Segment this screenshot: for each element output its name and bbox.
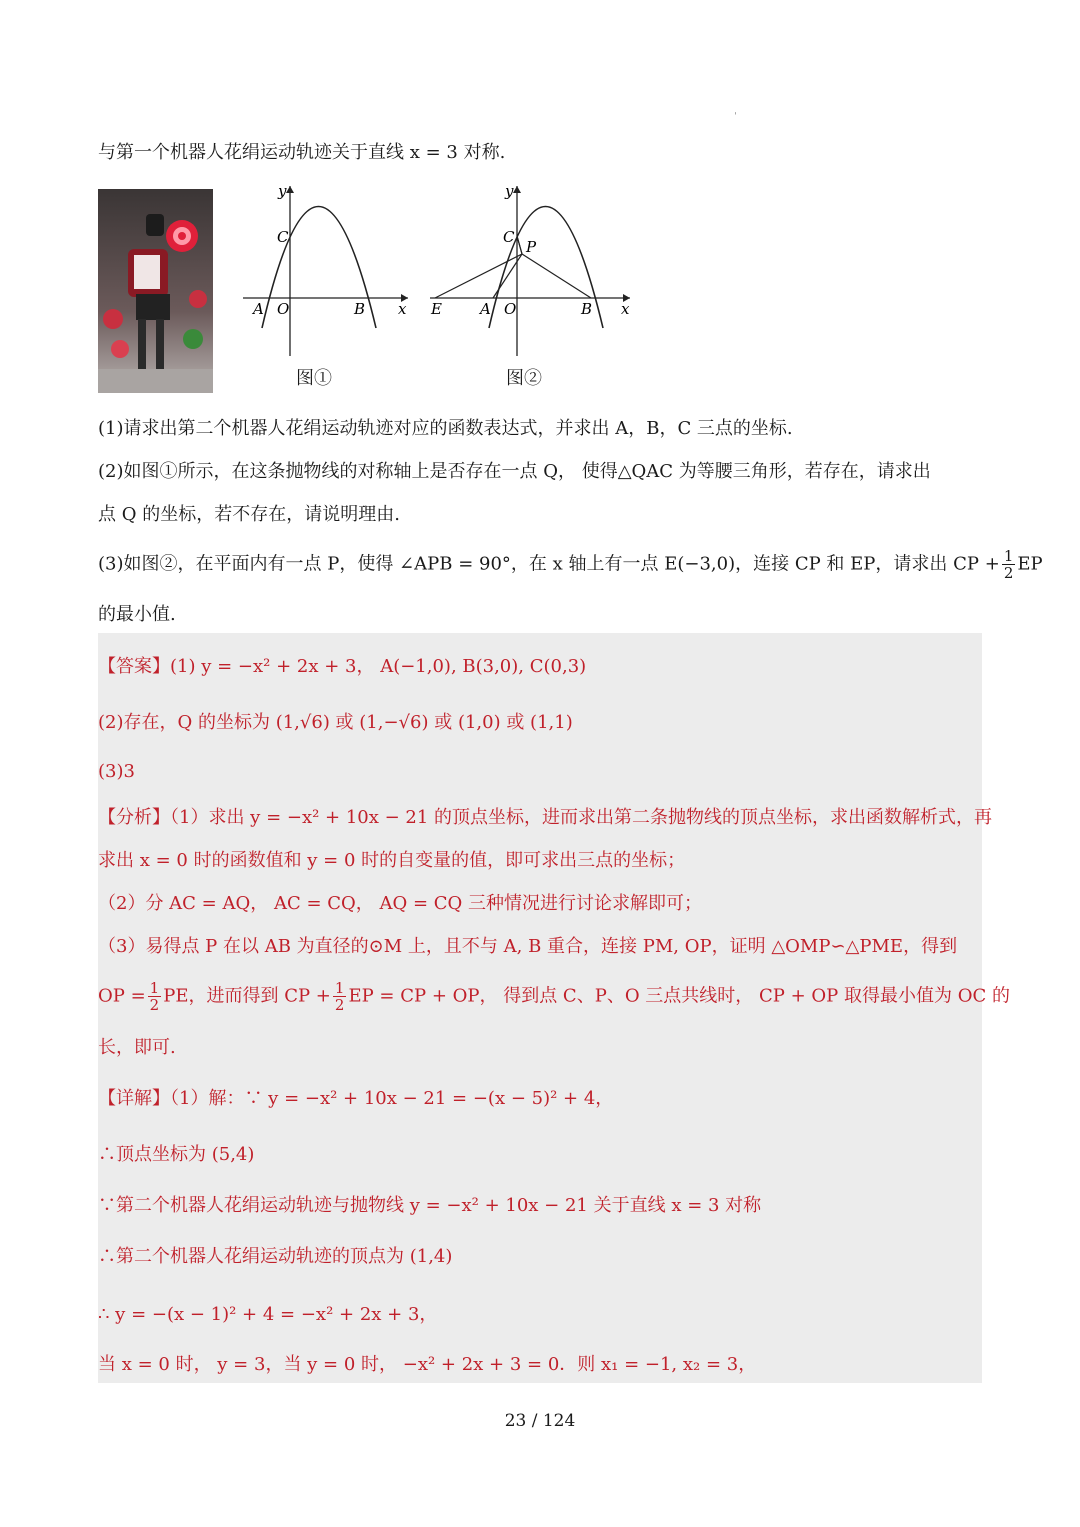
fig2-label-E: E [431, 300, 442, 318]
fraction-numerator: 1 [1003, 547, 1014, 565]
fig2-label-B: B [581, 300, 593, 318]
fig2-label-x: x [621, 300, 630, 318]
fig2-label-O: O [504, 300, 517, 318]
fig1-label-y: y [278, 182, 287, 200]
detail-3: ∵第二个机器人花绢运动轨迹与抛物线 y = −x² + 10x − 21 关于直线 x = 3 对称 [98, 1195, 762, 1216]
figure-1 [238, 180, 413, 360]
analysis-3b-part3: EP = CP + OP， 得到点 C、P、O 三点共线时， CP + OP 取得最小值为 OC 的 [348, 985, 1010, 1007]
question-2-line-b: 点 Q 的坐标，若不存在，请说明理由. [98, 504, 400, 525]
analysis-fraction-1 [148, 980, 162, 1013]
fraction-denominator: 2 [1003, 564, 1014, 582]
question-3-line-a [98, 548, 1043, 581]
question-3-text: (3)如图②，在平面内有一点 P，使得 ∠APB = 90°，在 x 轴上有一点 E(−3,0)，连接 CP 和 EP，请求出 CP + [98, 553, 1000, 575]
analysis-1a [98, 803, 992, 829]
fig2-label-y: y [505, 182, 514, 200]
question-3-tail: EP [1017, 553, 1043, 575]
question-3-line-b: 的最小值. [98, 604, 176, 625]
fig1-label-O: O [277, 300, 290, 318]
page-number: 23 / 124 [504, 1411, 576, 1431]
fig1-label-A: A [253, 300, 264, 318]
question-1: (1)请求出第二个机器人花绢运动轨迹对应的函数表达式，并求出 A，B，C 三点的坐标. [98, 418, 793, 439]
fraction-numerator: 1 [149, 979, 160, 997]
analysis-fraction-2 [333, 980, 347, 1013]
analysis-3b-part1: OP = [98, 985, 146, 1007]
fraction-denominator: 2 [334, 996, 345, 1014]
answer-2: (2)存在，Q 的坐标为 (1,√6) 或 (1,−√6) 或 (1,0) 或 (1,1) [98, 712, 573, 733]
answer-1 [98, 652, 586, 678]
fraction-numerator: 1 [334, 979, 345, 997]
question-2-line-a: (2)如图①所示，在这条抛物线的对称轴上是否存在一点 Q， 使得△QAC 为等腰三角形，若存在，请求出 [98, 461, 931, 482]
analysis-2: （2）分 AC = AQ， AC = CQ， AQ = CQ 三种情况进行讨论求解即可； [98, 893, 703, 914]
detail-4: ∴第二个机器人花绢运动轨迹的顶点为 (1,4) [98, 1246, 453, 1267]
analysis-tag: 【分析】 [98, 807, 170, 828]
fig1-label-C: C [277, 228, 289, 246]
figure-2 [425, 180, 640, 360]
fig1-label-x: x [398, 300, 407, 318]
analysis-3a: （3）易得点 P 在以 AB 为直径的⊙M 上，且不与 A, B 重合，连接 PM, OP，证明 △OMP∽△PME，得到 [98, 936, 958, 957]
fig2-label-A: A [480, 300, 491, 318]
fraction-denominator: 2 [149, 996, 160, 1014]
analysis-3b-part2: PE，进而得到 CP + [163, 985, 331, 1007]
question-3-fraction [1002, 548, 1016, 581]
answer-3: (3)3 [98, 761, 135, 782]
fig2-caption: 图② [506, 368, 542, 389]
analysis-1b: 求出 x = 0 时的函数值和 y = 0 时的自变量的值，即可求出三点的坐标； [98, 850, 686, 871]
analysis-1a-text: （1）求出 y = −x² + 10x − 21 的顶点坐标，进而求出第二条抛物线的顶点坐标，求出函数解析式，再 [170, 807, 993, 828]
detail-6: 当 x = 0 时， y = 3，当 y = 0 时， −x² + 2x + 3 = 0．则 x₁ = −1, x₂ = 3， [98, 1354, 757, 1375]
fig2-label-P: P [526, 238, 537, 256]
robot-photo [98, 189, 213, 393]
detail-5: ∴ y = −(x − 1)² + 4 = −x² + 2x + 3， [98, 1304, 438, 1325]
answer-tag: 【答案】 [98, 656, 170, 677]
answer-1-text: (1) y = −x² + 2x + 3， A(−1,0), B(3,0), C(0,3) [170, 656, 587, 677]
detail-1 [98, 1084, 613, 1110]
fig2-label-C: C [503, 228, 515, 246]
fig1-label-B: B [354, 300, 366, 318]
detail-2: ∴顶点坐标为 (5,4) [98, 1144, 255, 1165]
stray-dot: ˈ [734, 112, 737, 123]
detail-1-text: （1）解：∵ y = −x² + 10x − 21 = −(x − 5)² + 4， [170, 1088, 614, 1109]
analysis-3c: 长，即可. [98, 1037, 176, 1058]
intro-line: 与第一个机器人花绢运动轨迹关于直线 x = 3 对称. [98, 142, 506, 163]
analysis-3b [98, 980, 1010, 1013]
fig1-caption: 图① [296, 368, 332, 389]
detail-tag: 【详解】 [98, 1088, 170, 1109]
